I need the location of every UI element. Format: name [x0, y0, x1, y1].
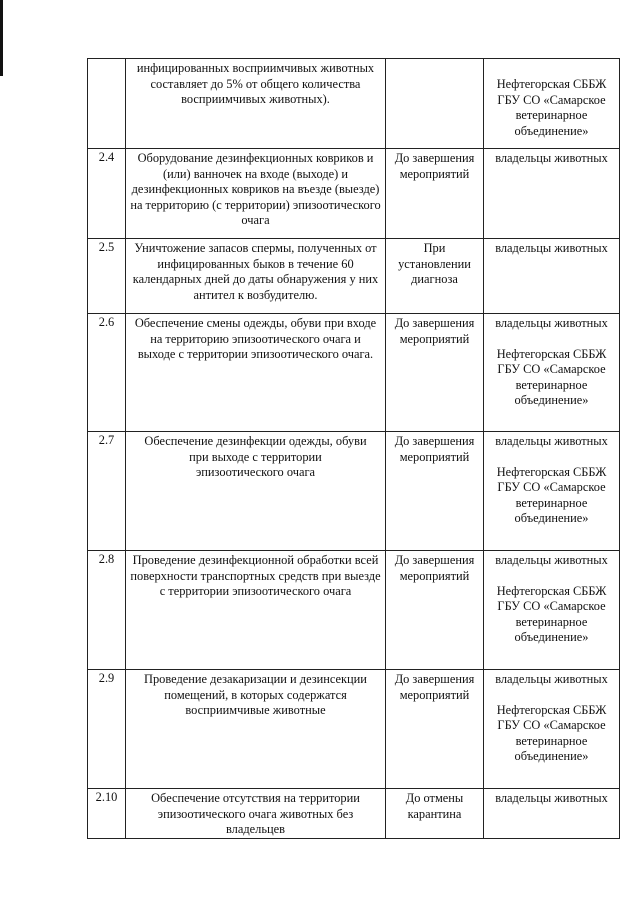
term-cell: До отмены карантина [386, 789, 484, 839]
action-cell: Оборудование дезинфекционных ковриков и (или) ванночек на входе (выходе) и дезинфекционных ковриков на въезде (выезде) на территорию (с территории) эпизоотического очага [126, 149, 386, 239]
responsible-secondary: Нефтегорская СББЖ ГБУ СО «Самарское ветеринарное объединение» [496, 464, 607, 526]
responsible-cell [484, 239, 620, 314]
row-number: 2.9 [88, 670, 126, 789]
term-cell: До завершения мероприятий [386, 149, 484, 239]
term-cell [386, 59, 484, 149]
action-cell: инфицированных восприимчивых животных составляет до 5% от общего количества восприимчивых животных). [126, 59, 386, 149]
responsible-secondary: Нефтегорская СББЖ ГБУ СО «Самарское ветеринарное объединение» [496, 702, 607, 764]
action-cell: Обеспечение отсутствия на территории эпизоотического очага животных без владельцев [126, 789, 386, 839]
table-row [88, 59, 620, 149]
row-number: 2.7 [88, 432, 126, 551]
responsible-cell [484, 59, 620, 149]
term-cell: До завершения мероприятий [386, 551, 484, 670]
term-cell: При установлении диагноза [386, 239, 484, 314]
row-number: 2.5 [88, 239, 126, 314]
responsible-primary: владельцы животных [495, 791, 608, 805]
responsible-cell [484, 314, 620, 432]
responsible-primary: владельцы животных [495, 434, 608, 448]
table-row [88, 551, 620, 670]
responsible-cell [484, 789, 620, 839]
table-row [88, 432, 620, 551]
term-cell: До завершения мероприятий [386, 670, 484, 789]
action-cell: Проведение дезакаризации и дезинсекции помещений, в которых содержатся восприимчивые животные [126, 670, 386, 789]
row-number: 2.10 [88, 789, 126, 839]
responsible-cell [484, 432, 620, 551]
row-number: 2.6 [88, 314, 126, 432]
responsible-primary: владельцы животных [495, 553, 608, 567]
row-number [88, 59, 126, 149]
term-cell: До завершения мероприятий [386, 314, 484, 432]
responsible-cell [484, 670, 620, 789]
measures-table [87, 58, 620, 839]
action-cell: Обеспечение смены одежды, обуви при входе на территорию эпизоотического очага и выходе с территории эпизоотического очага. [126, 314, 386, 432]
responsible-cell [484, 551, 620, 670]
responsible-secondary: Нефтегорская СББЖ ГБУ СО «Самарское ветеринарное объединение» [496, 583, 607, 645]
row-number: 2.8 [88, 551, 126, 670]
responsible-primary: владельцы животных [495, 241, 608, 255]
table-row [88, 314, 620, 432]
scan-edge-mark [0, 0, 3, 76]
action-cell: Уничтожение запасов спермы, полученных от инфицированных быков в течение 60 календарных дней до даты обнаружения у них антител к возбудителю. [126, 239, 386, 314]
term-cell: До завершения мероприятий [386, 432, 484, 551]
responsible-secondary: Нефтегорская СББЖ ГБУ СО «Самарское ветеринарное объединение» [496, 346, 607, 408]
table-row [88, 670, 620, 789]
table-row [88, 789, 620, 839]
action-cell: Проведение дезинфекционной обработки всей поверхности транспортных средств при выезде с территории эпизоотического очага [126, 551, 386, 670]
responsible-secondary: Нефтегорская СББЖ ГБУ СО «Самарское ветеринарное объединение» [496, 77, 607, 138]
table-row [88, 239, 620, 314]
action-cell: Обеспечение дезинфекции одежды, обуви при выходе с территории эпизоотического очага [126, 432, 386, 551]
table-row [88, 149, 620, 239]
responsible-primary: владельцы животных [495, 316, 608, 330]
responsible-cell [484, 149, 620, 239]
responsible-primary: владельцы животных [495, 151, 608, 165]
responsible-primary: владельцы животных [495, 672, 608, 686]
row-number: 2.4 [88, 149, 126, 239]
